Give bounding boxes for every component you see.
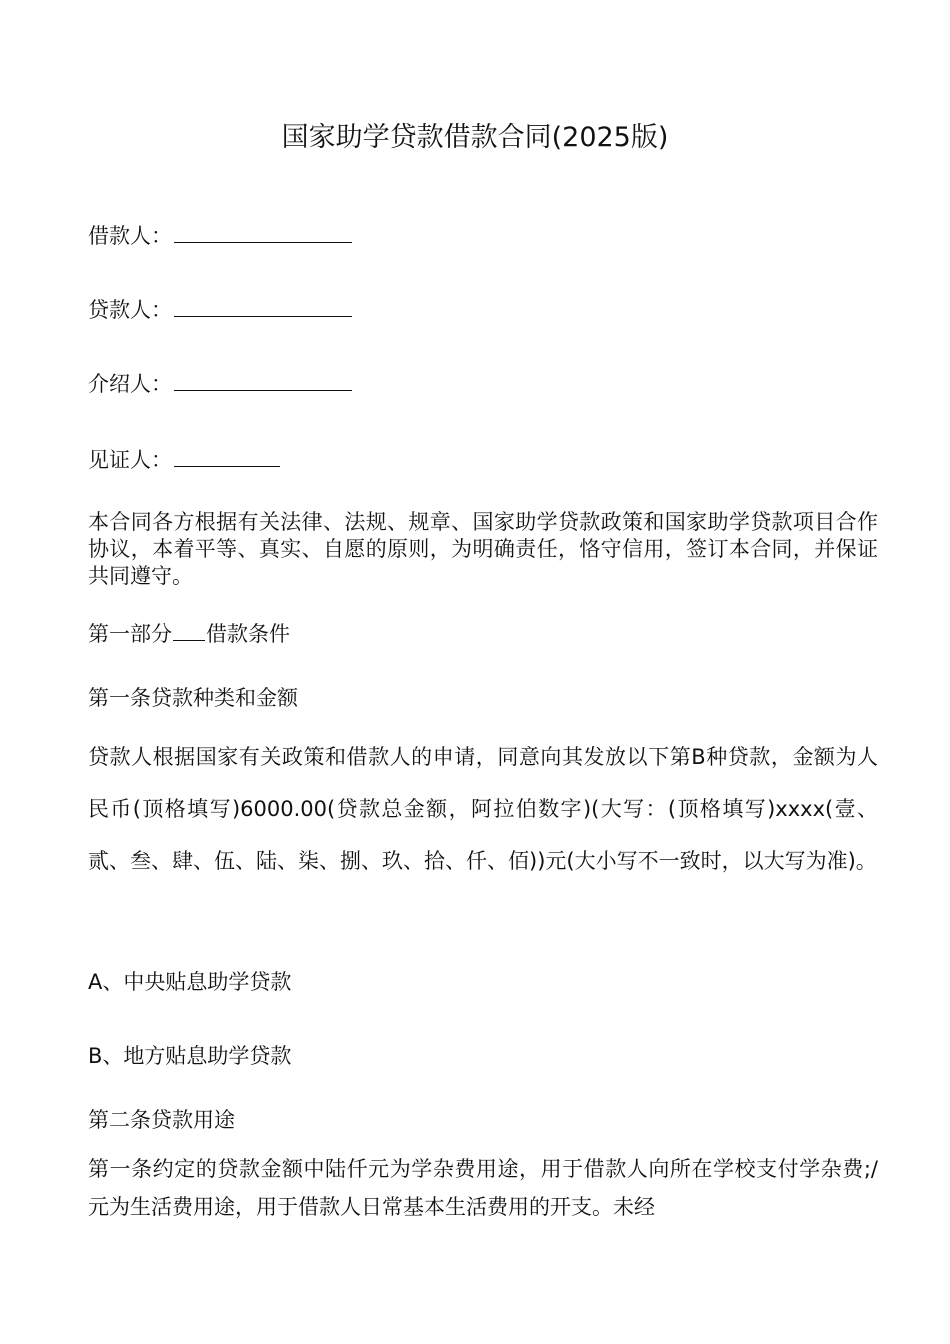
part1-heading — [88, 620, 290, 648]
witness-line — [88, 446, 280, 474]
intro-paragraph: 本合同各方根据有关法律、法规、规章、国家助学贷款政策和国家助学贷款项目合作协议，本着平等、真实、自愿的原则，为明确责任，恪守信用，签订本合同，并保证共同遵守。 — [88, 510, 878, 588]
article2-title: 第二条贷款用途 — [88, 1108, 235, 1132]
borrower-line — [88, 222, 352, 250]
lender-blank[interactable] — [174, 296, 352, 317]
witness-blank[interactable] — [174, 446, 280, 467]
article2-body: 第一条约定的贷款金额中陆仟元为学杂费用途，用于借款人向所在学校支付学杂费;/元为生活费用途，用于借款人日常基本生活费用的开支。未经 — [88, 1157, 878, 1219]
part1-prefix: 第一部分 — [88, 622, 172, 646]
part1-underline — [173, 620, 205, 641]
article1-title: 第一条贷款种类和金额 — [88, 686, 298, 710]
option-a: A、中央贴息助学贷款 — [88, 970, 292, 994]
option-b: B、地方贴息助学贷款 — [88, 1044, 292, 1068]
introducer-label: 介绍人： — [88, 372, 172, 396]
introducer-blank[interactable] — [174, 370, 352, 391]
document-title: 国家助学贷款借款合同(2025版) — [281, 122, 669, 153]
part1-suffix: 借款条件 — [206, 622, 290, 646]
article1-body: 贷款人根据国家有关政策和借款人的申请，同意向其发放以下第B种贷款，金额为人民币(顶格填写)6000.00(贷款总金额，阿拉伯数字)(大写：(顶格填写)xxxx(壹、贰、叁、肆、伍、陆、柒、捌、玖、拾、仟、佰))元(大小写不一致时，以大写为准)。 — [88, 745, 878, 873]
introducer-line — [88, 370, 352, 398]
lender-line — [88, 296, 352, 324]
witness-label: 见证人： — [88, 448, 172, 472]
borrower-blank[interactable] — [174, 222, 352, 243]
borrower-label: 借款人： — [88, 224, 172, 248]
lender-label: 贷款人： — [88, 298, 172, 322]
